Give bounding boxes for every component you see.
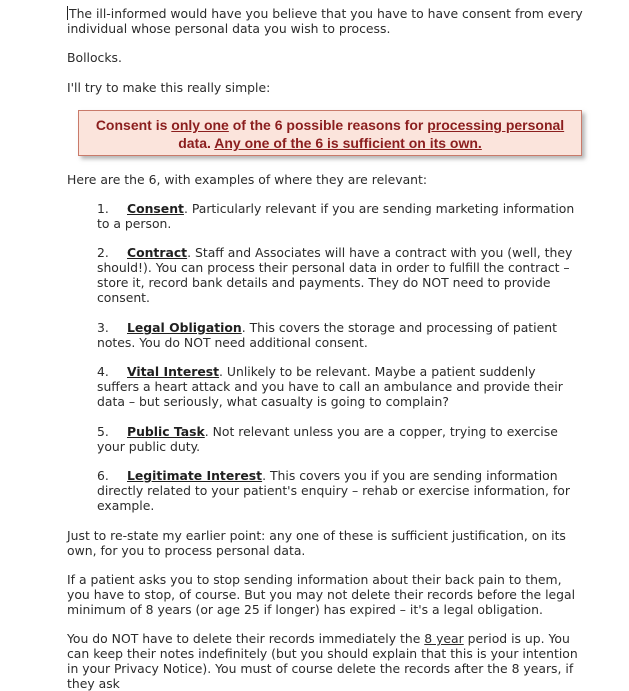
outro-paragraph-2: If a patient asks you to stop sending information about their back pain to them, you have to stop, of course. But you may not delete their records before the legal minimum of 8 years (or age 25 if longer) has expired – it's a legal obligation.	[67, 572, 576, 617]
text-cursor	[67, 6, 68, 20]
intro-paragraph-1: The ill-informed would have you believe that you have to have consent from every individual whose personal data you wish to process.	[67, 6, 583, 36]
consent-callout-box: Consent is only one of the 6 possible reasons for processing personal data. Any one of the 6 is sufficient on its own.	[78, 110, 582, 156]
list-item-vital-interest: 4. Vital Interest. Unlikely to be relevant. Maybe a patient suddenly suffers a heart attack and you have to call an ambulance and provide their data – but seriously, what casualty is going to complain?	[97, 364, 563, 409]
outro-paragraph-3: You do NOT have to delete their records immediately the 8 year period is up. You can keep their notes indefinitely (but you should explain that this is your intention in your Privacy Notice). You must of course delete the records after the 8 years, if they ask	[67, 631, 578, 691]
intro-paragraph-2: Bollocks.	[67, 50, 122, 65]
outro-paragraph-1: Just to re-state my earlier point: any one of these is sufficient justification, on its own, for you to process personal data.	[67, 528, 566, 558]
list-item-consent: 1. Consent. Particularly relevant if you are sending marketing information to a person.	[97, 201, 575, 231]
intro-paragraph-3: I'll try to make this really simple:	[67, 80, 271, 95]
list-item-legitimate-interest: 6. Legitimate Interest. This covers you if you are sending information directly related to your patient's enquiry – rehab or exercise information, for example.	[97, 468, 570, 513]
list-item-public-task: 5. Public Task. Not relevant unless you are a copper, trying to exercise your public duty.	[97, 424, 558, 454]
list-item-contract: 2. Contract. Staff and Associates will have a contract with you (well, they should!). You can process their personal data in order to fulfill the contract – store it, record bank details and payments. They do NOT need to provide consent.	[97, 245, 573, 305]
list-item-legal-obligation: 3. Legal Obligation. This covers the storage and processing of patient notes. You do NOT need additional consent.	[97, 320, 557, 350]
list-intro: Here are the 6, with examples of where they are relevant:	[67, 172, 428, 187]
